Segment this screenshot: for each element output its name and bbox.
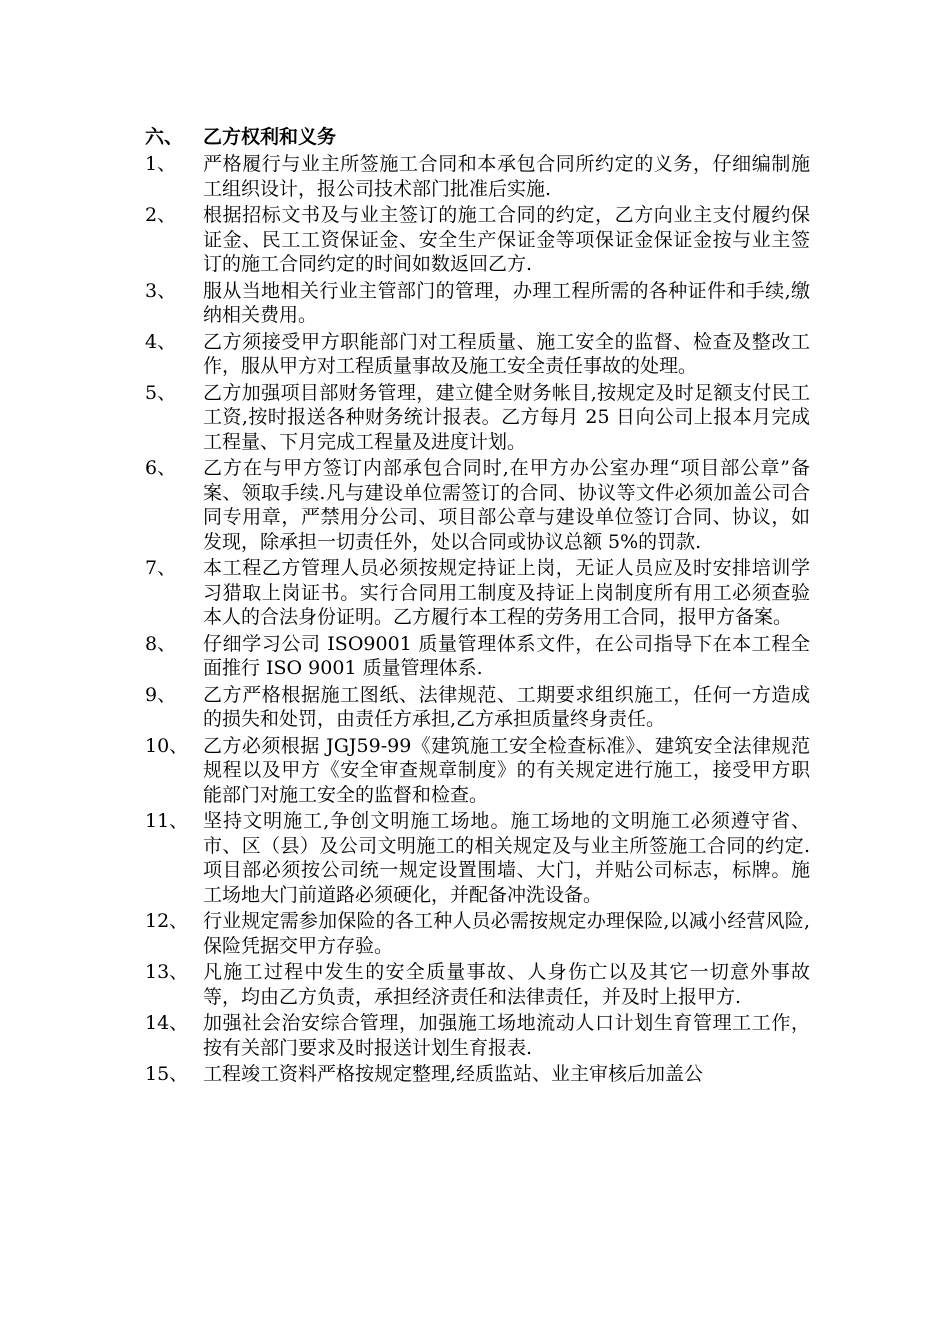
list-item-number: 3、 (145, 279, 177, 302)
list-item-number: 11、 (145, 810, 189, 832)
list-item-text: 加强社会治安综合管理，加强施工场地流动人口计划生育管理工工作，按有关部门要求及时报送计划生育报表. (203, 1012, 810, 1059)
obligations-list (145, 152, 810, 1087)
section-heading (145, 124, 810, 150)
list-item-number: 6、 (145, 457, 177, 479)
list-item (145, 734, 810, 808)
list-item-number: 9、 (145, 683, 177, 706)
list-item-text: 严格履行与业主所签施工合同和本承包合同所约定的义务，仔细编制施工组织设计，报公司技术部门批准后实施. (203, 153, 810, 200)
list-item-number: 1、 (145, 153, 177, 175)
document-body (145, 124, 810, 1087)
list-item-number: 2、 (145, 204, 177, 226)
list-item-text: 凡施工过程中发生的安全质量事故、人身伤亡以及其它一切意外事故等，均由乙方负责，承担经济责任和法律责任，并及时上报甲方. (203, 961, 810, 1008)
list-item (145, 809, 810, 907)
list-item (145, 330, 810, 379)
list-item (145, 683, 810, 732)
list-item-number: 15、 (145, 1063, 189, 1085)
list-item-number: 12、 (145, 910, 189, 932)
list-item-text: 服从当地相关行业主管部门的管理，办理工程所需的各种证件和手续,缴纳相关费用。 (203, 279, 810, 326)
list-item-text: 工程竣工资料严格按规定整理,经质监站、业主审核后加盖公 (203, 1063, 704, 1085)
list-item (145, 203, 810, 277)
list-item-number: 10、 (145, 734, 189, 757)
list-item-number: 5、 (145, 381, 177, 404)
list-item-number: 14、 (145, 1012, 189, 1034)
list-item-number: 13、 (145, 961, 189, 983)
list-item-text: 行业规定需参加保险的各工种人员必需按规定办理保险,以减小经营风险,保险凭据交甲方存验。 (203, 910, 810, 957)
list-item (145, 152, 810, 201)
list-item-text: 根据招标文书及与业主签订的施工合同的约定，乙方向业主支付履约保证金、民工工资保证金、安全生产保证金等项保证金保证金按与业主签订的施工合同约定的时间如数返回乙方. (203, 204, 810, 275)
section-number: 六、 (145, 126, 184, 148)
list-item (145, 279, 810, 328)
list-item-text: 坚持文明施工,争创文明施工场地。施工场地的文明施工必须遵守省、市、区（县）及公司文明施工的相关规定及与业主所签施工合同的约定.项目部必须按公司统一规定设置围墙、大门，并贴公司标志，标牌。施工场地大门前道路必须硬化，并配备冲洗设备。 (203, 810, 810, 906)
list-item (145, 456, 810, 554)
list-item (145, 381, 810, 455)
list-item-text: 本工程乙方管理人员必须按规定持证上岗，无证人员应及时安排培训学习猎取上岗证书。实行合同用工制度及持证上岗制度所有用工必须查验本人的合法身份证明。乙方履行本工程的劳务用工合同，报甲方备案。 (203, 557, 810, 628)
list-item (145, 556, 810, 630)
list-item-text: 乙方严格根据施工图纸、法律规范、工期要求组织施工，任何一方造成的损失和处罚，由责任方承担,乙方承担质量终身责任。 (203, 683, 810, 730)
list-item-text: 乙方加强项目部财务管理，建立健全财务帐目,按规定及时足额支付民工工资,按时报送各种财务统计报表。乙方每月 25 日向公司上报本月完成工程量、下月完成工程量及进度计划。 (203, 381, 810, 453)
list-item-text: 乙方必须根据 JGJ59-99《建筑施工安全检查标准》、建筑安全法律规范规程以及甲方《安全审查规章制度》的有关规定进行施工，接受甲方职能部门对施工安全的监督和检查。 (203, 734, 810, 806)
section-title: 乙方权利和义务 (203, 126, 337, 148)
list-item-text: 乙方在与甲方签订内部承包合同时,在甲方办公室办理“项目部公章”备案、领取手续.凡与建设单位需签订的合同、协议等文件必须加盖公司合同专用章，严禁用分公司、项目部公章与建设单位签订合同、协议，如发现，除承担一切责任外，处以合同或协议总额 5%的罚款. (203, 457, 810, 553)
list-item-number: 4、 (145, 330, 177, 353)
list-item (145, 960, 810, 1009)
list-item-number: 7、 (145, 557, 177, 579)
list-item (145, 1011, 810, 1060)
list-item (145, 632, 810, 681)
list-item-text: 乙方须接受甲方职能部门对工程质量、施工安全的监督、检查及整改工作，服从甲方对工程质量事故及施工安全责任事故的处理。 (203, 330, 810, 377)
list-item (145, 1062, 810, 1087)
list-item-number: 8、 (145, 632, 177, 655)
list-item-text: 仔细学习公司 ISO9001 质量管理体系文件，在公司指导下在本工程全面推行 ISO 9001 质量管理体系. (203, 632, 810, 679)
list-item (145, 909, 810, 958)
